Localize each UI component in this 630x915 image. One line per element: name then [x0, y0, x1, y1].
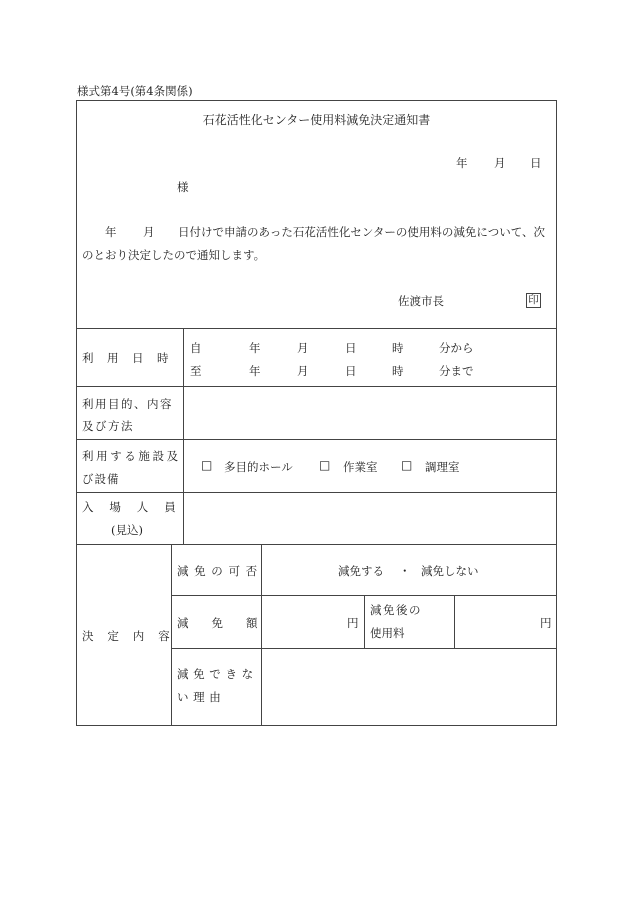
addressee-suffix: 様	[177, 180, 189, 194]
document-title: 石花活性化センター使用料減免決定通知書	[202, 113, 431, 127]
body-year: 年	[105, 225, 117, 239]
reason-label-line2: い 理 由	[177, 690, 222, 704]
reason-label-line1: 減 免 で き な	[177, 667, 254, 681]
from-month: 月	[297, 341, 309, 355]
table-bottom-border	[76, 725, 557, 726]
facilities-label-line2: び設備	[82, 472, 120, 486]
issuer-name: 佐渡市長	[398, 294, 444, 308]
to-hour: 時	[392, 364, 404, 378]
approval-no[interactable]: 減免しない	[421, 564, 479, 578]
approval-label: 減 免 の 可 否	[177, 564, 259, 578]
attendance-label-line1: 入 場 人 員	[82, 500, 178, 514]
from-year: 年	[249, 341, 261, 355]
option-kitchen-label: 調理室	[425, 460, 460, 474]
amount-yen-unit: 円	[347, 616, 359, 630]
body-text-line1: 日付けで申請のあった石花活性化センターの使用料の減免について、次	[178, 225, 545, 239]
to-minute: 分まで	[439, 364, 474, 378]
seal-mark: 印	[526, 293, 541, 308]
row-divider	[76, 492, 557, 493]
attendance-label-line2: (見込)	[111, 523, 143, 537]
checkbox-workroom[interactable]: □	[319, 458, 331, 472]
after-reduction-label-line2: 使用料	[370, 626, 405, 640]
from-hour: 時	[392, 341, 404, 355]
row-divider	[171, 648, 557, 649]
body-text-line2: のとおり決定したので通知します。	[82, 248, 266, 262]
row-divider	[76, 439, 557, 440]
purpose-label-line2: 及び方法	[82, 419, 134, 433]
from-day: 日	[345, 341, 357, 355]
label-column-divider	[183, 328, 184, 544]
approval-yes[interactable]: 減免する	[338, 564, 384, 578]
amount-label: 減 免 額	[177, 616, 258, 630]
to-month: 月	[297, 364, 309, 378]
table-right-border	[556, 100, 557, 726]
decision-column-divider	[261, 544, 262, 726]
option-workroom-label: 作業室	[343, 460, 378, 474]
to-marker: 至	[190, 364, 202, 378]
row-divider	[76, 544, 557, 545]
purpose-field[interactable]	[186, 389, 554, 437]
date-year: 年	[456, 156, 468, 170]
after-reduction-yen-unit: 円	[540, 616, 552, 630]
date-day: 日	[530, 156, 542, 170]
amount-column-divider	[364, 595, 365, 648]
attendance-field[interactable]	[186, 495, 554, 542]
to-year: 年	[249, 364, 261, 378]
to-day: 日	[345, 364, 357, 378]
usage-date-label: 利 用 日 時	[82, 351, 170, 365]
table-top-border	[76, 100, 557, 101]
checkbox-kitchen[interactable]: □	[401, 458, 413, 472]
decision-column-divider	[171, 544, 172, 726]
from-marker: 自	[190, 341, 202, 355]
after-reduction-label-line1: 減免後の	[370, 603, 422, 617]
amount-column-divider	[454, 595, 455, 648]
date-month: 月	[494, 156, 506, 170]
facilities-label-line1: 利用する施設及	[82, 449, 181, 463]
approval-separator: ・	[399, 564, 411, 578]
reason-field[interactable]	[264, 651, 554, 723]
header-bottom-border	[76, 328, 557, 329]
decision-label: 決 定 内 容	[82, 629, 171, 643]
purpose-label-line1: 利用目的、内容	[82, 397, 173, 411]
checkbox-hall[interactable]: □	[201, 458, 213, 472]
body-month: 月	[143, 225, 155, 239]
table-left-border	[76, 100, 77, 726]
from-minute: 分から	[439, 341, 474, 355]
form-number-label: 様式第4号(第4条関係)	[77, 84, 193, 98]
option-hall-label: 多目的ホール	[224, 460, 293, 474]
row-divider	[76, 386, 557, 387]
